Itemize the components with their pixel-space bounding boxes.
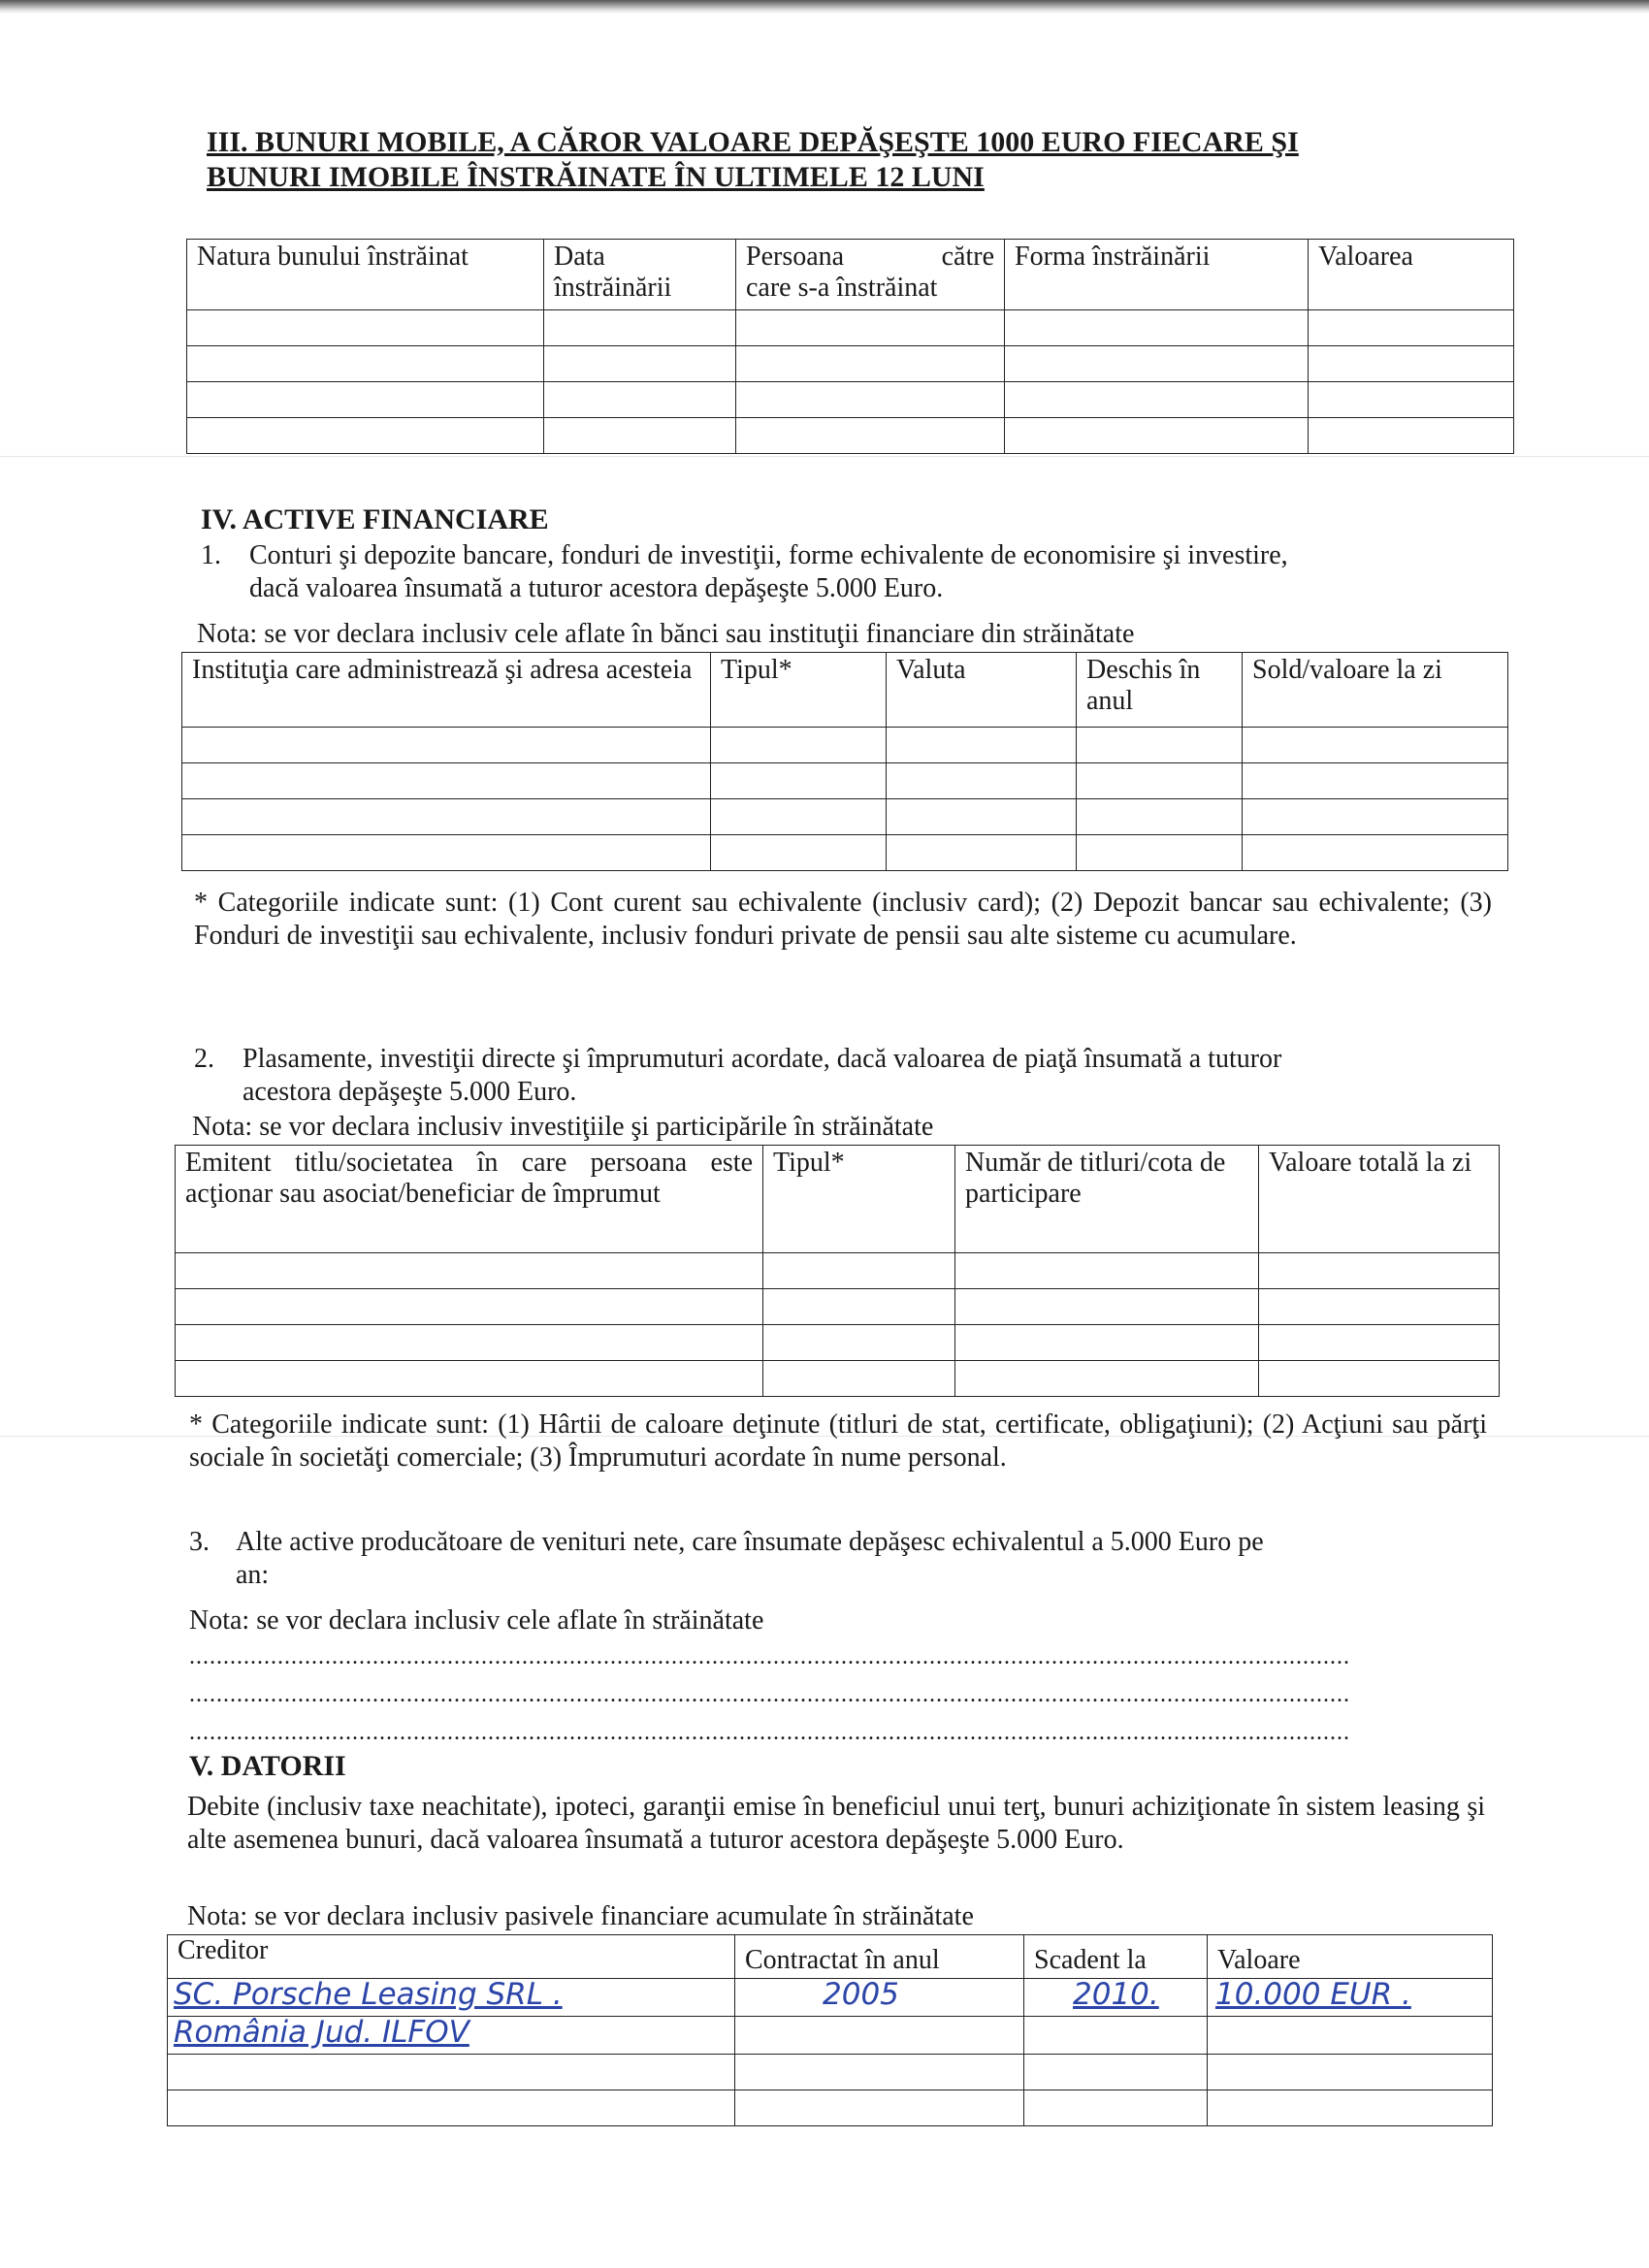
- table1-footnote: * Categoriile indicate sunt: (1) Cont curent sau echivalente (inclusiv card); (2) Depozit bancar sau echivalente; (3) Fonduri de investiţii sau echivalente, inclusiv fonduri private de pensii sau alte sisteme cu acumulare.: [194, 888, 1492, 951]
- creditor-cell: [168, 2017, 735, 2055]
- col-persoana-line2: care s-a înstrăinat: [746, 273, 938, 303]
- col-scadent: Scadent la: [1024, 1935, 1208, 1979]
- table-row: [182, 763, 1508, 799]
- table2-footnote: * Categoriile indicate sunt: (1) Hârtii de caloare deţinute (titluri de stat, certificate, obligaţiuni); (2) Acţiuni sau părţi sociale în societăţi comerciale; (3) Împrumuturi acordate în nume personal.: [189, 1409, 1487, 1473]
- item3-line1: Alte active producătoare de venituri nete, care însumate depăşesc echivalentul a 5.000 Euro pe: [236, 1527, 1264, 1557]
- section-3-title-line2: BUNURI IMOBILE ÎNSTRĂINATE ÎN ULTIMELE 12 LUNI: [207, 161, 985, 193]
- col-creditor: Creditor: [168, 1935, 735, 1979]
- col-numar: Număr de titluri/cota de participare: [955, 1146, 1259, 1253]
- col-valuta: Valuta: [887, 653, 1077, 728]
- section-5-paragraph: Debite (inclusiv taxe neachitate), ipoteci, garanţii emise în beneficiul unui terţ, bunuri achiziţionate în sistem leasing şi alte asemenea bunuri, dacă valoarea însumată a tuturor acestora depăşeşte 5.000 Euro.: [187, 1792, 1485, 1855]
- col-natura: Natura bunului înstrăinat: [187, 240, 544, 310]
- col-valoare: Valoare: [1208, 1935, 1493, 1979]
- section-3-title: [207, 125, 1506, 195]
- item1-nota: Nota: se vor declara inclusiv cele aflate în bănci sau instituţii financiare din străinătate: [197, 619, 1135, 649]
- table-row: [187, 346, 1514, 382]
- col-data-line1: Data: [554, 242, 605, 272]
- col-data: [544, 240, 736, 310]
- table-row: [168, 2055, 1493, 2090]
- col-valoare: Valoare totală la zi: [1259, 1146, 1500, 1253]
- col-sold: Sold/valoare la zi: [1243, 653, 1508, 728]
- item2-nota: Nota: se vor declara inclusiv investiţiile şi participările în străinătate: [192, 1112, 934, 1142]
- handwritten-creditor-line1: SC. Porsche Leasing SRL .: [174, 1977, 563, 2012]
- table-row: [176, 1253, 1500, 1289]
- col-persoana-line1: Persoana către: [746, 242, 994, 272]
- valoare-cell: [1208, 1979, 1493, 2017]
- item2-number: 2.: [194, 1044, 214, 1074]
- handwritten-creditor-line2: România Jud. ILFOV: [174, 2015, 469, 2050]
- col-tipul: Tipul*: [763, 1146, 955, 1253]
- table-row: [168, 2017, 1493, 2055]
- item3-nota: Nota: se vor declara inclusiv cele aflate în străinătate: [189, 1605, 764, 1636]
- table-row: [187, 310, 1514, 346]
- table-row: [182, 799, 1508, 835]
- col-data-line2: înstrăinării: [554, 273, 672, 303]
- table-row: [187, 382, 1514, 418]
- col-institutia: Instituţia care administrează şi adresa acesteia: [182, 653, 711, 728]
- contractat-cell: [735, 1979, 1024, 2017]
- handwritten-due: 2010.: [1073, 1977, 1159, 2012]
- col-valoarea: Valoarea: [1309, 240, 1514, 310]
- item3-text: [236, 1526, 1497, 1592]
- item2-line1: Plasamente, investiţii directe şi împrumuturi acordate, dacă valoarea de piaţă însumată a tuturor: [242, 1044, 1282, 1074]
- section-5-nota: Nota: se vor declara inclusiv pasivele financiare acumulate în străinătate: [187, 1901, 974, 1931]
- item1-text: [249, 539, 1510, 605]
- col-forma: Forma înstrăinării: [1005, 240, 1309, 310]
- bank-accounts-table: [181, 652, 1508, 871]
- table-row: [187, 418, 1514, 454]
- handwritten-year: 2005: [823, 1977, 899, 2012]
- section-3-title-line1: III. BUNURI MOBILE, A CĂROR VALOARE DEPĂŞEŞTE 1000 EURO FIECARE ŞI: [207, 126, 1299, 158]
- dotted-line: ...........................................................................................................................................................................: [189, 1682, 1350, 1707]
- alienated-goods-table: [186, 239, 1514, 454]
- item2-line2: acestora depăşeşte 5.000 Euro.: [242, 1077, 577, 1107]
- table-header-row: [187, 240, 1514, 310]
- table-header-row: [168, 1935, 1493, 1979]
- table-row: [176, 1361, 1500, 1397]
- item3-number: 3.: [189, 1527, 210, 1557]
- table-row: [182, 728, 1508, 763]
- table-row: [176, 1289, 1500, 1325]
- section-4-title: IV. ACTIVE FINANCIARE: [201, 503, 549, 535]
- col-deschis: Deschis în anul: [1077, 653, 1243, 728]
- col-emitent: Emitent titlu/societatea în care persoana este acţionar sau asociat/beneficiar de împrumut: [176, 1146, 763, 1253]
- col-tipul: Tipul*: [711, 653, 887, 728]
- dotted-line: ...........................................................................................................................................................................: [189, 1644, 1350, 1669]
- item1-number: 1.: [201, 540, 221, 570]
- debts-table: [167, 1934, 1493, 2126]
- table-row: [168, 2090, 1493, 2126]
- table-row: [168, 1979, 1493, 2017]
- item3-line2: an:: [236, 1560, 270, 1590]
- scadent-cell: [1024, 1979, 1208, 2017]
- investments-table: [175, 1145, 1500, 1397]
- col-persoana: [736, 240, 1005, 310]
- table-header-row: [176, 1146, 1500, 1253]
- dotted-line: ...........................................................................................................................................................................: [189, 1720, 1350, 1745]
- col-contractat: Contractat în anul: [735, 1935, 1024, 1979]
- table-row: [182, 835, 1508, 871]
- table-row: [176, 1325, 1500, 1361]
- handwritten-value: 10.000 EUR .: [1215, 1977, 1411, 2012]
- item1-line1: Conturi şi depozite bancare, fonduri de investiţii, forme echivalente de economisire şi investire,: [249, 540, 1288, 570]
- section-5-title: V. DATORII: [189, 1750, 346, 1782]
- table-header-row: [182, 653, 1508, 728]
- item2-text: [242, 1043, 1504, 1109]
- item1-line2: dacă valoarea însumată a tuturor acestora depăşeşte 5.000 Euro.: [249, 573, 944, 603]
- creditor-cell: [168, 1979, 735, 2017]
